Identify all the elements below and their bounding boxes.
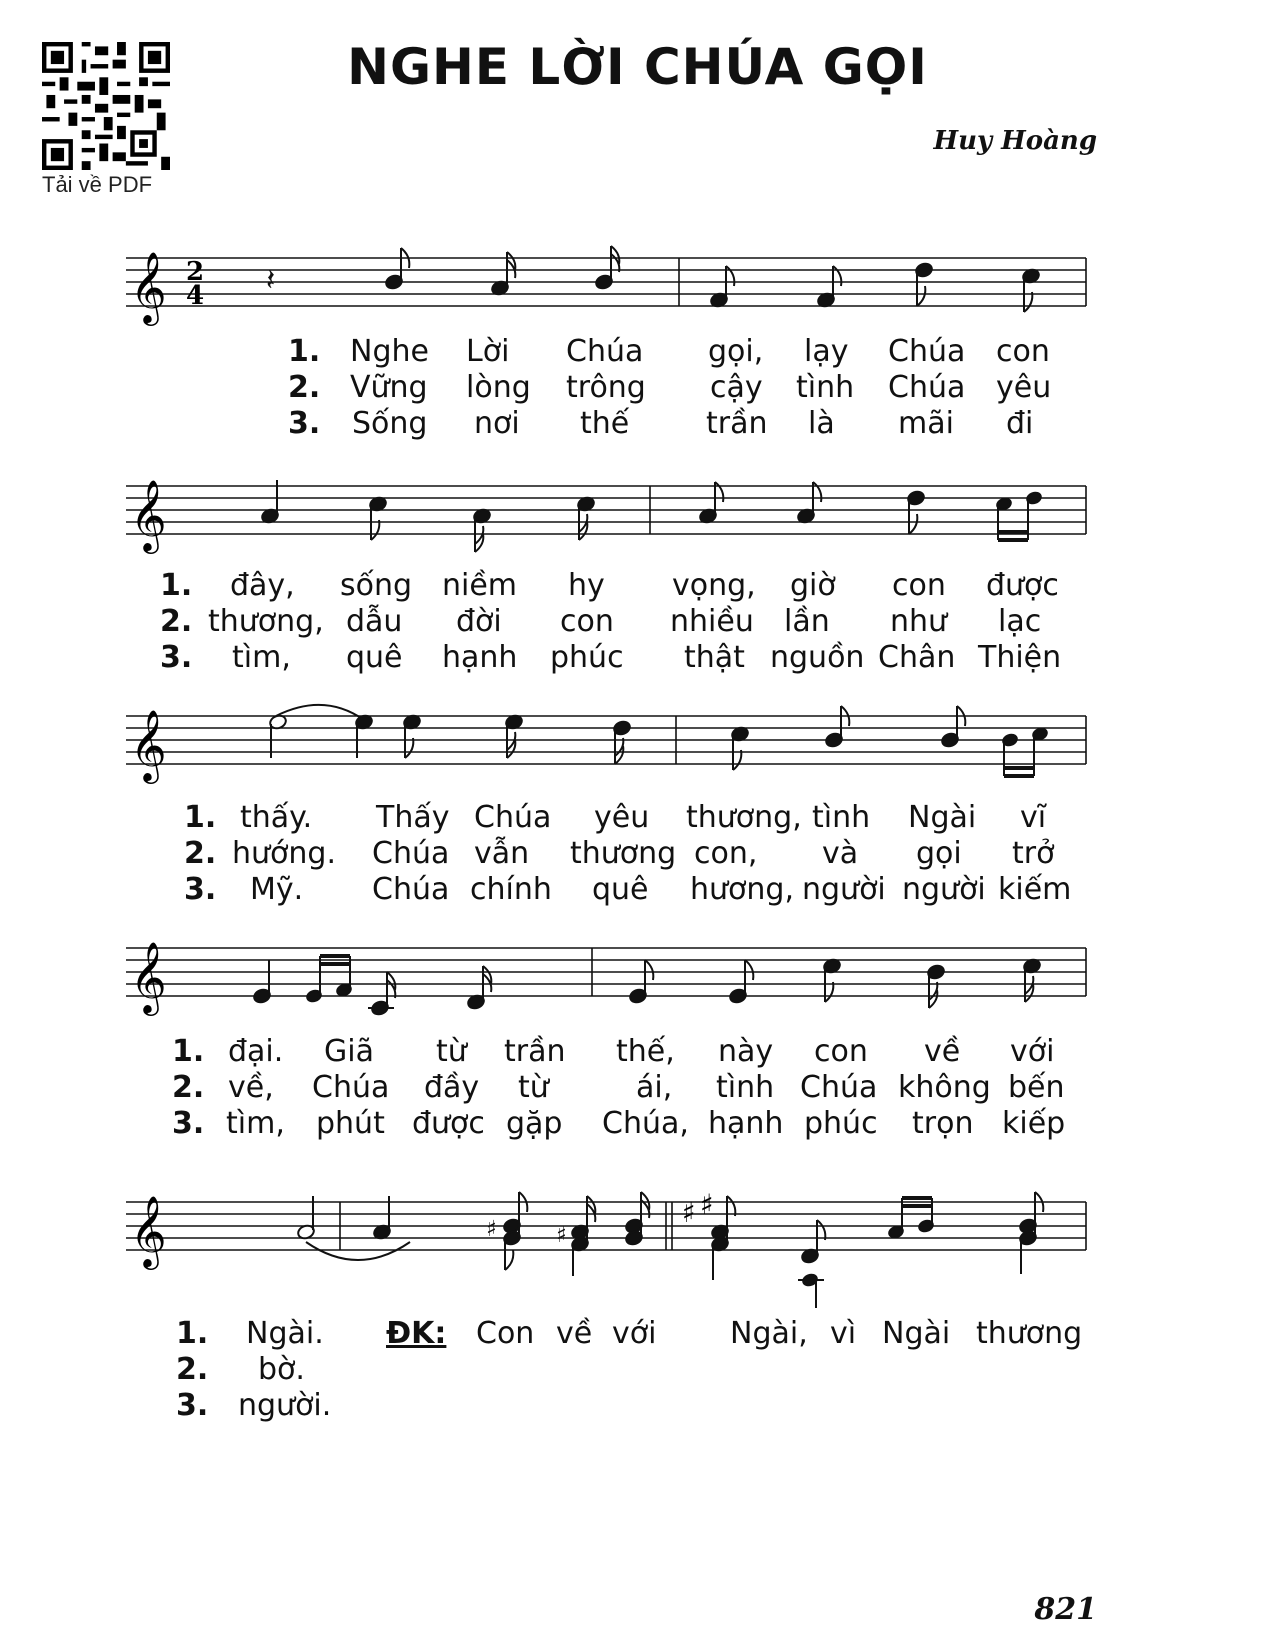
lyric-word: tìm, — [232, 640, 291, 675]
lyric-word: thế, — [616, 1034, 675, 1069]
lyric-word: trông — [566, 370, 646, 405]
treble-clef-icon: 𝄞 — [130, 1194, 167, 1267]
svg-text:♯: ♯ — [556, 1223, 567, 1248]
lyric-line — [0, 836, 1055, 872]
composer-name: Huy Hoàng — [933, 126, 1097, 156]
lyric-word: trở — [1012, 836, 1055, 871]
music-system-1 — [126, 240, 1136, 340]
verse-number: 1. — [176, 1316, 209, 1351]
lyric-word: lạc — [998, 604, 1042, 639]
verse-number: 2. — [176, 1352, 209, 1387]
lyric-word: Mỹ. — [250, 872, 304, 907]
lyric-word: Thiện — [978, 640, 1062, 675]
lyric-word: Chúa — [372, 872, 450, 907]
staff-1 — [126, 240, 1136, 340]
verse-number: 2. — [160, 604, 193, 639]
verse-number: 1. — [172, 1034, 205, 1069]
svg-text:♯: ♯ — [486, 1217, 497, 1242]
lyric-word: kiếp — [1002, 1106, 1066, 1141]
lyric-word: kiếm — [998, 872, 1072, 907]
lyric-word: bờ. — [258, 1352, 305, 1387]
lyric-word: người. — [238, 1388, 332, 1423]
sharp-sign: ♯ — [682, 1196, 696, 1229]
lyric-word: lòng — [466, 370, 531, 405]
tie-slur — [276, 705, 364, 720]
verse-number: 3. — [160, 640, 193, 675]
lyric-word: lạy — [804, 334, 849, 369]
lyric-word: con — [892, 568, 946, 603]
lyric-word: thương, — [686, 800, 802, 835]
lyric-line — [0, 406, 1034, 442]
verse-number: 3. — [172, 1106, 205, 1141]
lyric-line — [0, 1316, 1083, 1352]
lyric-word: đi — [1006, 406, 1034, 441]
lyric-line — [0, 1070, 1065, 1106]
lyric-word: hướng. — [232, 836, 336, 871]
lyric-word: niềm — [442, 568, 518, 603]
refrain-label: ĐK: — [386, 1316, 447, 1351]
lyric-word: với — [612, 1316, 657, 1351]
lyric-word: nơi — [474, 406, 520, 441]
lyric-word: hy — [568, 568, 605, 603]
lyric-word: về — [556, 1316, 593, 1351]
lyric-word: thương, — [208, 604, 324, 639]
lyric-word: giờ — [790, 568, 836, 603]
page-number: 821 — [1034, 1592, 1097, 1627]
lyric-word: Chúa — [888, 334, 966, 369]
lyric-word: đầy — [424, 1070, 480, 1105]
music-system-2 — [126, 468, 1136, 568]
music-system-4 — [126, 930, 1136, 1030]
lyric-word: tình — [812, 800, 871, 835]
qr-caption[interactable]: Tải về PDF — [42, 172, 153, 197]
time-signature-top: 2 — [186, 257, 205, 287]
lyric-line — [0, 640, 1062, 676]
lyric-line — [0, 568, 1059, 604]
staff-4 — [126, 930, 1136, 1030]
lyric-word: cậy — [710, 370, 763, 405]
lyric-word: quê — [346, 640, 403, 675]
lyric-word: Sống — [352, 406, 428, 441]
lyric-word: là — [808, 406, 835, 441]
lyric-word: tình — [716, 1070, 775, 1105]
treble-clef-icon: 𝄞 — [130, 478, 167, 551]
lyric-word: thương — [570, 836, 677, 871]
lyric-word: Chúa — [312, 1070, 390, 1105]
lyric-word: Vững — [350, 370, 428, 405]
lyric-word: đời — [456, 604, 502, 639]
lyric-word: phúc — [804, 1106, 878, 1141]
music-system-3 — [126, 698, 1136, 798]
lyric-word: người — [902, 872, 986, 907]
lyric-line — [0, 1388, 1010, 1424]
lyric-word: Nghe — [350, 334, 429, 369]
lyric-word: như — [890, 604, 948, 639]
lyric-word: chính — [470, 872, 552, 907]
lyric-word: bến — [1008, 1070, 1065, 1105]
lyric-word: quê — [592, 872, 649, 907]
lyric-line — [0, 1352, 1010, 1388]
lyric-line — [0, 604, 1042, 640]
lyric-word: Ngài — [908, 800, 977, 835]
lyric-word: nhiều — [670, 604, 754, 639]
lyric-word: thế — [580, 406, 630, 441]
lyric-word: phút — [316, 1106, 385, 1141]
lyric-word: trần — [504, 1034, 566, 1069]
lyric-line — [0, 370, 1052, 406]
lyric-word: con, — [694, 836, 758, 871]
tie-slur — [306, 1242, 410, 1260]
lyric-line — [0, 334, 1050, 370]
time-signature-bottom: 4 — [186, 281, 205, 311]
lyric-word: con — [814, 1034, 868, 1069]
lyric-word: hạnh — [708, 1106, 784, 1141]
sharp-sign: ♯ — [700, 1188, 714, 1221]
staff-3 — [126, 698, 1136, 798]
lyric-word: Ngài, — [730, 1316, 808, 1351]
lyric-word: lần — [784, 604, 830, 639]
lyric-word: hạnh — [442, 640, 518, 675]
lyric-word: Giã — [324, 1034, 374, 1069]
lyric-word: Ngài. — [246, 1316, 324, 1351]
lyric-word: tìm, — [226, 1106, 285, 1141]
lyric-word: tình — [796, 370, 855, 405]
lyric-word: thương — [976, 1316, 1083, 1351]
lyric-word: được — [986, 568, 1059, 603]
lyric-word: con — [560, 604, 614, 639]
lyric-word: Chúa — [372, 836, 450, 871]
lyric-word: này — [718, 1034, 774, 1069]
lyric-word: sống — [340, 568, 413, 603]
lyric-word: dẫu — [346, 604, 403, 639]
verse-number: 3. — [184, 872, 217, 907]
lyric-word: yêu — [594, 800, 650, 835]
lyric-word: Thấy — [376, 800, 450, 835]
lyric-word: Chúa — [566, 334, 644, 369]
lyric-word: gọi — [916, 836, 962, 871]
lyric-word: trần — [706, 406, 768, 441]
lyric-word: ái, — [636, 1070, 673, 1105]
verse-number: 2. — [184, 836, 217, 871]
staff-2 — [126, 468, 1136, 568]
treble-clef-icon: 𝄞 — [130, 940, 167, 1013]
lyric-line — [0, 1034, 1055, 1070]
lyric-word: với — [1010, 1034, 1055, 1069]
lyric-word: hương, — [690, 872, 794, 907]
lyric-word: Chân — [878, 640, 956, 675]
treble-clef-icon: 𝄞 — [130, 250, 167, 323]
lyric-word: mãi — [898, 406, 954, 441]
lyric-word: không — [898, 1070, 991, 1105]
lyric-word: thật — [684, 640, 745, 675]
lyric-word: vẫn — [474, 836, 530, 871]
verse-number: 2. — [288, 370, 321, 405]
lyric-word: đây, — [230, 568, 295, 603]
verse-number: 3. — [288, 406, 321, 441]
lyric-line — [0, 800, 1047, 836]
lyric-word: đại. — [228, 1034, 284, 1069]
lyric-word: Con — [476, 1316, 535, 1351]
lyric-word: Chúa — [474, 800, 552, 835]
lyric-word: vì — [830, 1316, 857, 1351]
lyric-word: con — [996, 334, 1050, 369]
page-title: NGHE LỜI CHÚA GỌI — [347, 38, 928, 96]
music-system-5 — [126, 1184, 1136, 1284]
lyric-word: từ — [518, 1070, 549, 1105]
lyric-word: về, — [228, 1070, 274, 1105]
quarter-rest: 𝄽 — [266, 263, 276, 298]
lyric-word: gặp — [506, 1106, 563, 1141]
verse-number: 1. — [160, 568, 193, 603]
lyric-word: vọng, — [672, 568, 756, 603]
verse-number: 2. — [172, 1070, 205, 1105]
verse-number: 3. — [176, 1388, 209, 1423]
lyric-word: vĩ — [1020, 800, 1047, 835]
lyric-word: thấy. — [240, 800, 313, 835]
lyric-word: từ — [436, 1034, 467, 1069]
lyric-word: được — [412, 1106, 485, 1141]
lyric-word: người — [802, 872, 886, 907]
lyric-line — [0, 1106, 1066, 1142]
lyric-word: Ngài — [882, 1316, 951, 1351]
treble-clef-icon: 𝄞 — [130, 708, 167, 781]
lyric-word: gọi, — [708, 334, 764, 369]
verse-number: 1. — [288, 334, 321, 369]
lyric-word: về — [924, 1034, 961, 1069]
lyric-word: yêu — [996, 370, 1052, 405]
lyric-word: Chúa — [800, 1070, 878, 1105]
lyric-word: và — [822, 836, 859, 871]
lyric-word: nguồn — [770, 640, 865, 675]
lyric-word: Chúa, — [602, 1106, 689, 1141]
verse-number: 1. — [184, 800, 217, 835]
staff-5 — [126, 1184, 1136, 1294]
lyric-word: Chúa — [888, 370, 966, 405]
lyric-word: Lời — [466, 334, 510, 369]
lyric-line — [0, 872, 1072, 908]
lyric-word: trọn — [912, 1106, 974, 1141]
lyric-word: phúc — [550, 640, 624, 675]
